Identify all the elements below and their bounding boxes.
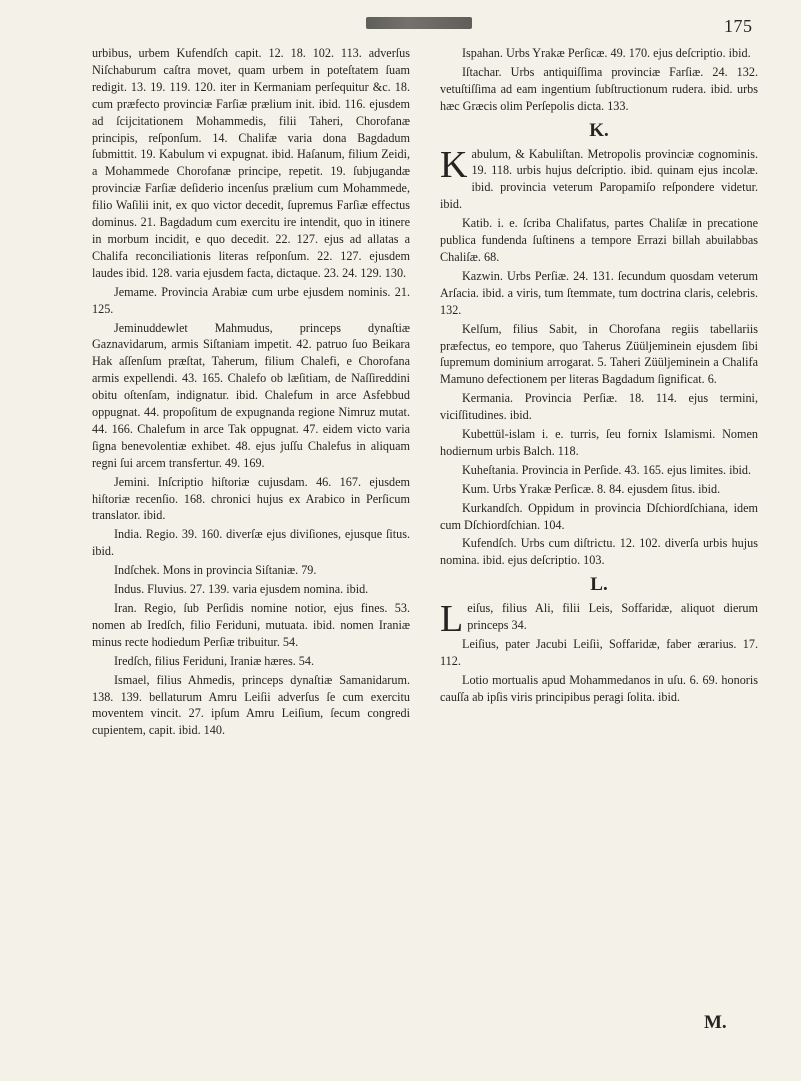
index-entry: India. Regio. 39. 160. diverſæ ejus diviſiones, ejusque ſitus. ibid. — [92, 527, 410, 559]
index-entry: Ispahan. Urbs Yrakæ Perſicæ. 49. 170. ejus deſcriptio. ibid. — [462, 46, 751, 60]
index-entry: Kermania. Provincia Perſiæ. 18. 114. ejus termini, viciſſitudines. ibid. — [440, 391, 758, 423]
index-entry: Kubettül-islam i. e. turris, ſeu fornix Islamismi. Nomen hodiernum urbis Balch. 118. — [440, 427, 758, 458]
entry-text: eiſus, filius Ali, filii Leis, Soffaridæ, aliquot dierum princeps 34. — [467, 601, 758, 633]
header-ornament — [366, 17, 472, 29]
index-entry: Kelſum, filius Sabit, in Chorofana regiis tabellariis præfectus, eo tempore, quo Taherus Züüljeminein ejusdem ſibi ſupremum dominium arrogarat. 5. Taheri Züüljeminein a Chalifa Mamuno defectionem per literas Bagdadum ſignificat. 6. — [440, 321, 758, 387]
index-entry: Jeminuddewlet Mahmudus, princeps dynaſtiæ Gaznavidarum, armis Siſtaniam impetit. 42. patruo ſuo Beikara Hak aſſenſum præſtat, Taherum, filium Chalefi, e Chorofana armis expellendi. 43. 165. Chalefo ob læſitiam, de Naſſireddini obitu oſtenſam, indignatur. ibid. Chalefum in arce Asfebbud oppugnat. 44. propoſitum de expugnanda regione Nimruz mutat. 44. 166. Chalefum in arce Tak oppugnat. 47. eidem victo varia ſigna benevolentiæ exhibet. 48. ejus juſſu Chalefus in aliquam regni ſui arcem transfertur. 49. 169. — [92, 320, 410, 470]
index-entry: Indus. Fluvius. 27. 139. varia ejusdem nomina. ibid. — [114, 582, 369, 597]
left-column — [92, 45, 410, 741]
index-entry — [440, 598, 758, 641]
right-column — [440, 45, 758, 708]
index-entry: Katib. i. e. ſcriba Chalifatus, partes Chaliſæ in precatione publica fundenda ſuſtinens a tempore Errazi billah abuilabbas Chaliſæ. 68. — [440, 216, 758, 264]
index-entry: Indſchek. Mons in provincia Siſtaniæ. 79. — [114, 563, 317, 578]
index-entry: Kufendſch. Urbs cum diſtrictu. 12. 102. diverſa urbis hujus nomina. ibid. ejus deſcriptio. 103. — [440, 536, 758, 568]
index-entry: Kazwin. Urbs Perſiæ. 24. 131. ſecundum quosdam veterum Arſacia. ibid. a viris, tum ſtemmate, tum doctrina claris, celebris. 132. — [440, 268, 758, 317]
index-entry: Kum. Urbs Yrakæ Perſicæ. 8. 84. ejusdem ſitus. ibid. — [462, 481, 721, 496]
index-entry: urbibus, urbem Kufendſch capit. 12. 18. 102. 113. adverſus Niſchaburum caſtra movet, quam urbem in poteſtatem ſuam redigit. 13. 19. 119. 120. iter in Kermaniam perſequitur &c. 18. cum præfecto provinciæ Farſiæ prælium init. ibid. 116. ejusdem ad ſcijcitationem Mohammedis, filii Taheri, Chorofanæ principis, reſponſum. 14. Chalifæ varia dona Bagdadum ſubmittit. 19. Kabulum vi expugnat. ibid. Haſanum, filium Zeidi, a Mohammede Chorofanæ principe, repetit. 19. ſubjugandæ provinciæ Farſiæ deſiderio incenſus prælium cum Mohammede, filio Waſilii init, ex quo victor decedit, ſupremus Farſiæ effectus dominus. 21. Bagdadum cum exercitu ire intendit, quo in itinere in morbum incidit, e quo decedit. 22. 127. ejus ad allatas a Chalifa reconciliationis literas reſponſum. 22. 127. ejusdem laudes ibid. 128. varia ejusdem facta, dictaque. 23. 24. 129. 130. — [92, 46, 410, 280]
index-entry: Kuheſtania. Provincia in Perſide. 43. 165. ejus limites. ibid. — [462, 462, 752, 477]
index-entry: Jemini. Inſcriptio hiſtoriæ cujusdam. 46. 167. ejusdem hiſtoriæ recenſio. 168. chronici hujus ex Arabico in Perſicum translator. ibid. — [92, 474, 410, 523]
index-entry: Iran. Regio, ſub Perſidis nomine notior, ejus fines. 53. nomen ab Iredſch, filio Feriduni, mutuata. ibid. nomen Iraniæ minus recte hodiedum Perſiæ tribuitur. 54. — [92, 601, 410, 649]
entry-text: abulum, & Kabuliſtan. Metropolis provinciæ cognominis. 19. 118. urbis hujus deſcriptio. ibid. quinam ejus incolæ. ibid. provincia veterum Paropamiſo reſpondere videtur. ibid. — [440, 146, 758, 212]
section-heading-l: L. — [590, 574, 608, 596]
catch-word: M. — [704, 1012, 727, 1033]
index-entry: Iredſch, filius Feriduni, Iraniæ hæres. 54. — [114, 653, 315, 668]
index-entry: Lotio mortualis apud Mohammedanos in uſu. 6. 69. honoris cauſſa ab ipſis viris principibus peragi ſolita. ibid. — [440, 672, 758, 704]
page-number: 175 — [724, 16, 753, 36]
index-entry: Leiſius, pater Jacubi Leiſii, Soffaridæ, faber ærarius. 17. 112. — [440, 637, 758, 668]
section-heading-k: K. — [589, 119, 609, 141]
index-entry: Ismael, filius Ahmedis, princeps dynaſtiæ Samanidarum. 138. 139. bellaturum Amru Leiſii adverſus ſe cum exercitu moventem vincit. 27. ipſum Amru Leiſium, ſecum congredi cupientem, capit. ibid. 140. — [92, 672, 410, 738]
index-entry: Jemame. Provincia Arabiæ cum urbe ejusdem nominis. 21. 125. — [92, 284, 410, 316]
index-entry: Iſtachar. Urbs antiquiſſima provinciæ Farſiæ. 24. 132. vetuſtiſſima ad eam ingentium ſubſtructionum rudera. ibid. urbs hæc Græcis olim Perſepolis dicta. 133. — [440, 64, 758, 113]
index-entry — [440, 143, 758, 214]
index-entry: Kurkandſch. Oppidum in provincia Dſchiordſchiana, idem cum Dſchiordſchian. 104. — [440, 500, 758, 532]
drop-cap-l: L — [440, 598, 464, 641]
drop-cap-k: K — [440, 143, 468, 186]
